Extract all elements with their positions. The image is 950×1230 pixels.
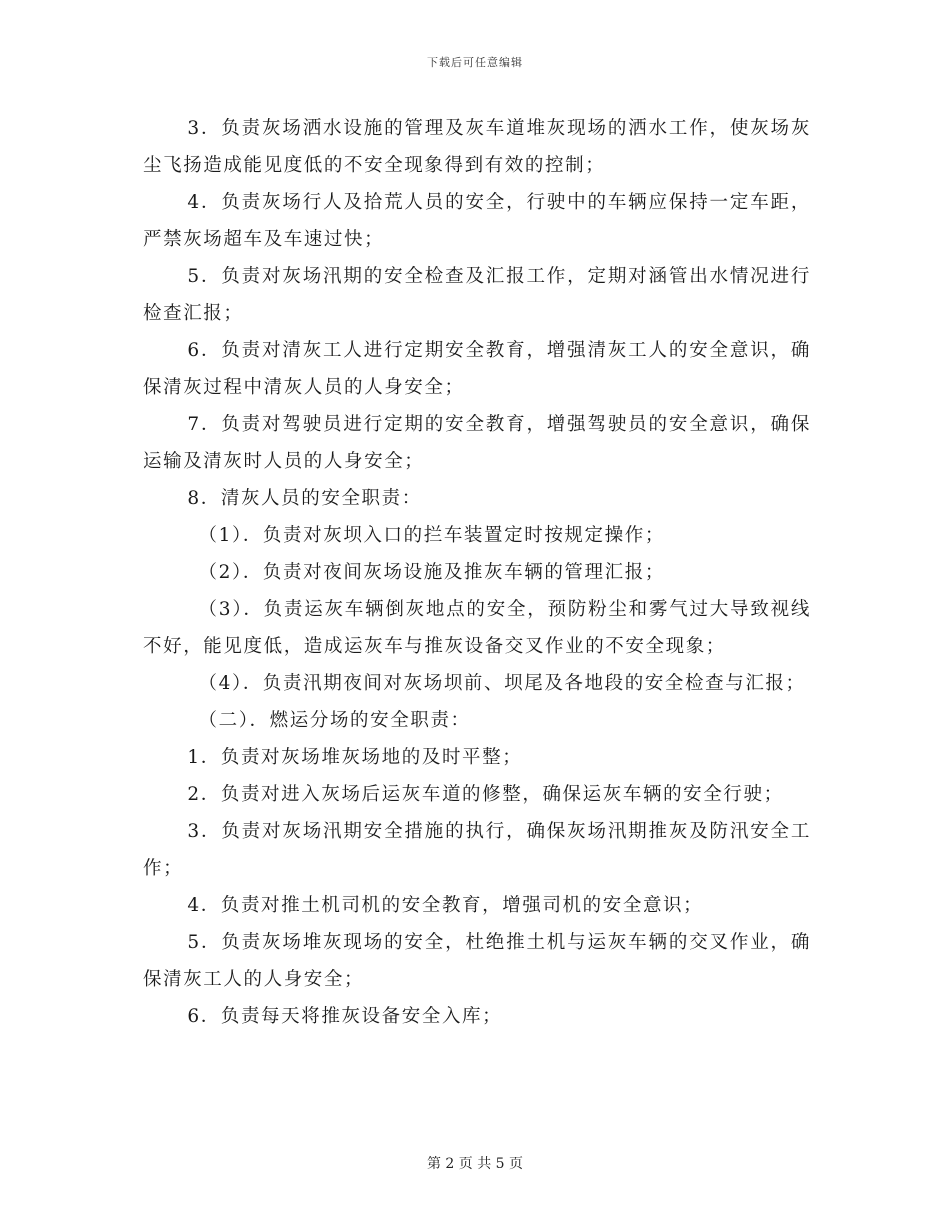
sub-item-3: （3）．负责运灰车辆倒灰地点的安全，预防粉尘和雾气过大导致视线不好，能见度低，造成运灰车与推灰设备交叉作业的不安全现象；	[143, 599, 811, 657]
page-header: 下载后可任意编辑	[427, 56, 523, 69]
page-footer: 第 2 页 共 5 页	[426, 1156, 524, 1172]
sub-item-4: （4）．负责汛期夜间对灰场坝前、坝尾及各地段的安全检查与汇报；	[198, 673, 806, 694]
section2-item-1: 1．负责对灰场堆灰场地的及时平整；	[187, 747, 523, 768]
section2-item-2: 2．负责对进入灰场后运灰车道的修整，确保运灰车辆的安全行驶；	[187, 784, 784, 805]
document-body	[143, 110, 811, 1035]
sub-item-2: （2）．负责对夜间灰场设施及推灰车辆的管理汇报；	[198, 562, 665, 583]
section2-item-6: 6．负责每天将推灰设备安全入库；	[187, 1006, 503, 1027]
section2-item-5: 5．负责灰场堆灰现场的安全，杜绝推土机与运灰车辆的交叉作业，确保清灰工人的人身安全；	[143, 932, 811, 990]
paragraph-item-7: 7．负责对驾驶员进行定期的安全教育，增强驾驶员的安全意识，确保运输及清灰时人员的人身安全；	[143, 414, 811, 472]
paragraph-item-5: 5．负责对灰场汛期的安全检查及汇报工作，定期对涵管出水情况进行检查汇报；	[143, 266, 811, 324]
section-heading-2: （二）．燃运分场的安全职责：	[198, 710, 471, 731]
paragraph-item-3: 3．负责灰场洒水设施的管理及灰车道堆灰现场的洒水工作，使灰场灰尘飞扬造成能见度低的不安全现象得到有效的控制；	[143, 118, 811, 176]
paragraph-item-4: 4．负责灰场行人及拾荒人员的安全，行驶中的车辆应保持一定车距，严禁灰场超车及车速过快；	[143, 192, 811, 250]
paragraph-item-6: 6．负责对清灰工人进行定期安全教育，增强清灰工人的安全意识，确保清灰过程中清灰人员的人身安全；	[143, 340, 811, 398]
paragraph-item-8: 8．清灰人员的安全职责：	[187, 488, 422, 509]
section2-item-3: 3．负责对灰场汛期安全措施的执行，确保灰场汛期推灰及防汛安全工作；	[143, 821, 811, 879]
sub-item-1: （1）．负责对灰坝入口的拦车装置定时按规定操作；	[198, 525, 665, 546]
section2-item-4: 4．负责对推土机司机的安全教育，增强司机的安全意识；	[187, 895, 704, 916]
